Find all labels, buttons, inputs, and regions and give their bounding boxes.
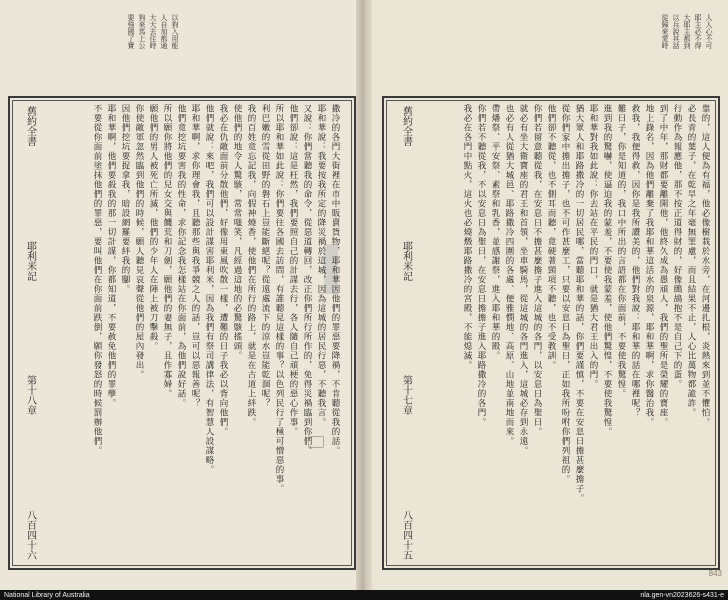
book-title: 舊約全書 <box>24 106 36 146</box>
left-running-head <box>18 106 42 560</box>
note: 大大去往時 <box>149 14 157 49</box>
library-stamp <box>308 436 324 448</box>
text-column: 我必在仇敵面前分散他們，好像用東風吹散一樣，遭難的日子我必以背向他們。 <box>218 104 228 437</box>
note: 以兵說其話 <box>672 14 680 49</box>
text-column: 不要從你面前塗抹他們的罪惡，要叫他們在你面前跌倒，願你發怒的時候罰辦他們。 <box>92 104 102 456</box>
text-column: 你們若留意聽從我，在安息日不擔甚麼擔子進入這城的各門，以安息日為聖日。 <box>532 104 542 437</box>
text-column: 所以願你將他們的兒女交與饑荒和刀劍，願他們的妻無子，且作寡婦。 <box>162 104 172 399</box>
book-gutter <box>356 0 372 590</box>
text-column: 你們若不聽從我，不以安息日為聖日，在安息日擔擔子進入耶路撒冷的各門。 <box>476 104 486 427</box>
text-column: 行動作為報應他，那不按正道得財的，好像鷓鴣抱不是自己下的蛋。 <box>672 104 682 389</box>
highlight-mark <box>324 244 338 294</box>
note: 要強國了寶 <box>127 14 135 49</box>
book-name: 耶利米記 <box>24 240 36 281</box>
footer-left-text: National Library of Australia <box>4 591 90 599</box>
text-column: 他們就說：來吧，我們可以設計謀害耶利米，因為我們有祭司講律法，有智慧人設謀略。 <box>204 104 214 475</box>
footer-bar <box>0 590 728 600</box>
right-text-columns <box>424 104 712 562</box>
text-column: 你使敵軍忽然臨到他們的時候，願人聽見哀聲從他們的屋內發出。 <box>134 104 144 380</box>
text-column: 耶和華說：我要按我所定的降災禍於這城，因為這城的居民行惡，不聽我言。 <box>316 104 326 427</box>
text-column: 也必有人從猶大城邑、耶路撒冷四圍的各處、便雅憫地、高原、山地並南地而來。 <box>504 104 514 446</box>
right-page <box>364 0 728 590</box>
note: 人人心不可 <box>705 14 713 49</box>
text-column: 從你們家中擔出擔子，也不可作甚麼工，只要以安息日為聖日，正如我所吩咐你們列祖的。 <box>560 104 570 484</box>
text-column: 救我，我便得救，因你是我所讚美的，他們對我說：耶和華的話在哪裡呢？ <box>630 104 640 418</box>
text-column: 進到我的驚嚇，使逼迫我的蒙羞，不要使我蒙羞，使他們驚惶，不要使我驚惶。 <box>602 104 612 437</box>
right-text-frame <box>382 96 720 570</box>
folio-number: 843 <box>708 569 722 578</box>
text-column: 難日子，你是知道的，我口中所出的言語都在你面前，不要使我驚惶。 <box>616 104 626 399</box>
right-running-head <box>394 106 418 560</box>
text-column: 他們竟挖坑要害我的性命，求你記念我怎樣站在你面前，為他們說好話。 <box>176 104 186 408</box>
text-column: 利巴嫩的雪從田野的磐石上豈能斷絕呢？從遠處流下的涼水豈能乾涸呢？ <box>260 104 270 408</box>
text-column: 就必有坐大衛寶座的君王和首領，坐車騎馬，從這城的各門進入，這城必存到永遠。 <box>518 104 528 456</box>
book-name: 耶利米記 <box>400 240 412 281</box>
text-column: 靠的，這人便為有福，他必像樹栽於水旁，在河邊扎根，炎熱來到並不懼怕。 <box>700 104 710 427</box>
chapter-label: 第十八章 <box>24 375 36 416</box>
text-column: 他們卻不聽從，也不側耳而聽，竟硬著頸項不聽，也不受教訓。 <box>546 104 556 370</box>
text-column: 耶和華啊，求你理會我，且聽那些與我爭競之人的話，豈可以惡報善呢？ <box>190 104 200 408</box>
left-marginal-notes <box>126 14 179 49</box>
text-column: 耶和華對我如此說：你去站在平民的門口，就是猶大君王出入的門。 <box>588 104 598 389</box>
left-text-frame <box>8 96 356 570</box>
note: 大耶主都到 <box>683 14 691 49</box>
chapter-label: 第十七章 <box>400 375 412 416</box>
text-column: 必長青的葉子，在乾旱之年毫無罣慮，而且結果不止，人心比萬物都詭詐。 <box>686 104 696 418</box>
text-column: 撒冷的各門大街裡在市中販賣貨物，耶和華因他們的罪惡要降禍，不肯聽從我的話。 <box>330 104 340 456</box>
left-text-columns <box>48 104 342 562</box>
text-column: 帶燔祭、平安祭、素祭和乳香，並感謝祭，進入耶和華的殿。 <box>490 104 500 361</box>
left-page <box>0 0 364 590</box>
note: 耶主必不得 <box>694 14 702 49</box>
page-number: 八百四十六 <box>24 509 36 560</box>
note: 從歸來愛時 <box>661 14 669 49</box>
page-number: 八百四十五 <box>400 509 412 560</box>
text-column: 他們卻說：這是枉然，我們要照自己的計謀去行，各人隨自己頑梗的惡心作事。 <box>288 104 298 437</box>
note: 人自加都通 <box>160 14 168 49</box>
text-column: 猶大眾人和耶路撒冷的一切居民哪，當聽耶和華的話，你們要謹慎，不要在安息日擔甚麼擔子。 <box>574 104 584 503</box>
text-column: 因他們挖坑要捉拿我，暗設網羅要絆我的腳。 <box>120 104 130 294</box>
text-column: 我必在各門中點火，這火也必燒燬耶路撒冷的宮殿，不能熄滅。 <box>462 104 472 370</box>
text-column: 我的百姓竟忘記我，向假神燒香，使他們在所行的路上，就是在古道上絆跌。 <box>246 104 256 427</box>
right-marginal-notes <box>660 14 713 49</box>
note: 以狗入用能 <box>171 14 179 49</box>
note: 狗來馬上公 <box>138 14 146 49</box>
text-column: 又說：你們當聽我的命令，從惡道轉回，改正你們所行所作的，免得災禍臨到你們。 <box>302 104 312 456</box>
text-column: 地上錄名，因為他們離棄了我耶和華這活水的泉源，耶和華啊，求你醫治我。 <box>644 104 654 427</box>
text-column: 願他們的男人被死亡所滅，他們的少年人在陣上被刀擊殺。 <box>148 104 158 351</box>
book-title: 舊約全書 <box>400 106 412 146</box>
footer-right-text: nla.gen-vn2023626-s431-e <box>640 591 724 599</box>
text-column: 到了中年，那財都要離開他，他終久成為愚頑人，我們的聖所是榮耀的寶座。 <box>658 104 668 427</box>
text-column: 所以耶和華如此說：你們要往各國去訪問，有誰聽見這樣的事？以色列民行了極可憎惡的事。 <box>274 104 284 494</box>
text-column: 耶和華啊，他們要殺我的那一切計謀，你都知道，不要赦免他們的罪孽。 <box>106 104 116 408</box>
text-column: 使他們的地令人驚駭，常常嗤笑，凡經過這地的必驚駭搖頭。 <box>232 104 242 361</box>
